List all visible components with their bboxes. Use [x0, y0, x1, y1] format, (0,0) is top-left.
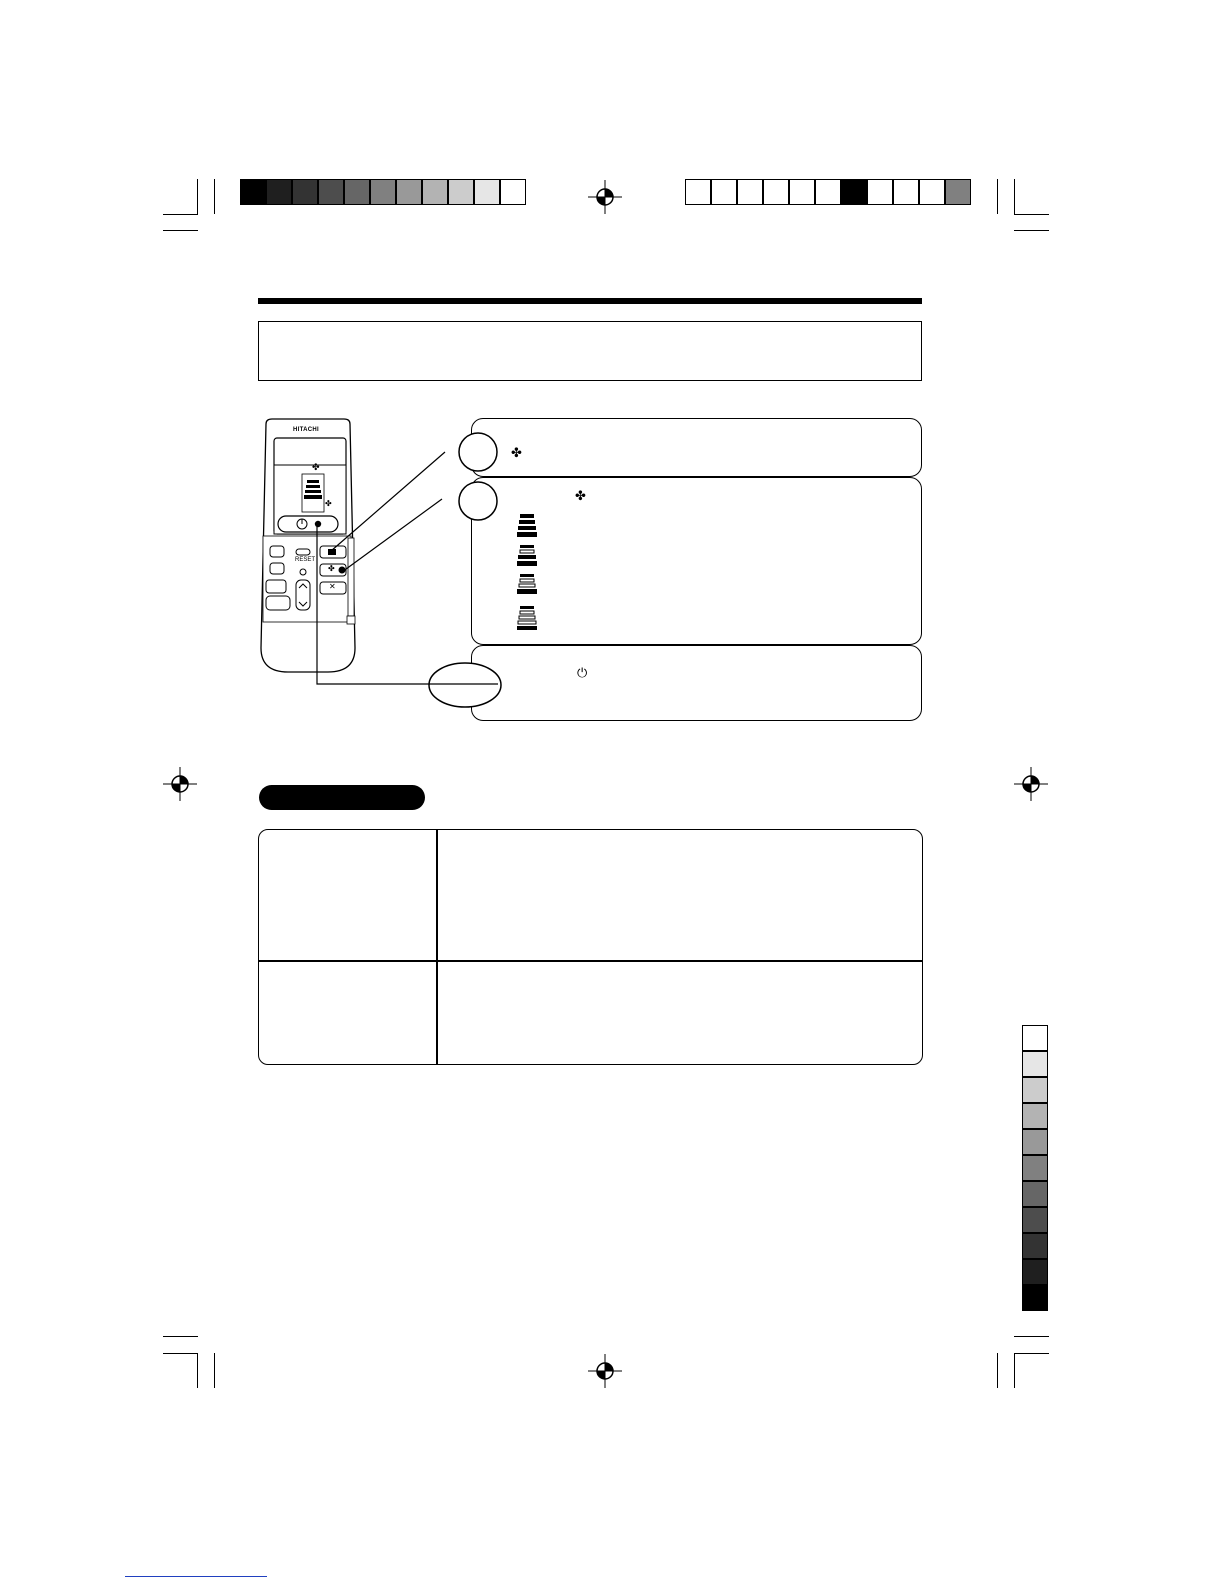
remote-brand-logo: HITACHI	[293, 427, 319, 433]
page-title-rule	[258, 298, 922, 304]
table-row	[259, 961, 922, 1064]
color-swatch	[737, 179, 763, 205]
gray-swatch	[1022, 1207, 1048, 1233]
color-swatch	[789, 179, 815, 205]
gray-swatch	[266, 179, 292, 205]
gray-swatch	[474, 179, 500, 205]
gray-swatch	[1022, 1259, 1048, 1285]
callout-panel-3	[471, 645, 922, 721]
crop-mark	[197, 1353, 198, 1388]
crop-mark	[1014, 1336, 1049, 1337]
calibration-strip-side	[1022, 1025, 1048, 1311]
gray-swatch	[396, 179, 422, 205]
crop-mark	[163, 230, 198, 231]
color-swatch	[919, 179, 945, 205]
crop-mark	[163, 1353, 198, 1354]
section-title-box	[258, 321, 922, 381]
color-swatch	[685, 179, 711, 205]
color-swatch	[945, 179, 971, 205]
gray-swatch	[1022, 1077, 1048, 1103]
gray-swatch	[1022, 1103, 1048, 1129]
crop-mark	[214, 179, 215, 214]
fan-speed-med-icon	[517, 574, 537, 594]
registration-mark-right	[1014, 767, 1048, 801]
crop-mark	[1014, 1353, 1015, 1388]
fan-icon: ✤	[511, 446, 522, 461]
calibration-bar-right	[685, 179, 975, 205]
gray-swatch	[1022, 1285, 1048, 1311]
section-label-pill	[259, 785, 425, 810]
crop-mark	[1014, 214, 1049, 215]
gray-swatch	[500, 179, 526, 205]
fan-speed-high-icon	[517, 545, 537, 566]
crop-mark	[1014, 1353, 1049, 1354]
power-icon: ⏻	[577, 666, 588, 681]
color-swatch	[815, 179, 841, 205]
gray-swatch	[1022, 1051, 1048, 1077]
registration-mark-top	[588, 180, 622, 214]
color-swatch	[841, 179, 867, 205]
gray-swatch	[370, 179, 396, 205]
fan-icon: ✤	[325, 499, 332, 508]
crop-mark	[197, 179, 198, 214]
calibration-bar-left	[240, 179, 530, 205]
fan-speed-icons	[515, 512, 539, 632]
fan-speed-low-icon	[517, 606, 537, 630]
registration-mark-left	[163, 767, 197, 801]
gray-swatch	[1022, 1181, 1048, 1207]
gray-swatch	[1022, 1155, 1048, 1181]
remote-reset-label: RESET	[295, 557, 316, 563]
crop-mark	[1014, 179, 1015, 214]
table-row	[259, 830, 922, 960]
gray-swatch	[422, 179, 448, 205]
fan-speed-auto-icon	[517, 514, 537, 537]
color-swatch	[867, 179, 893, 205]
crop-mark	[163, 214, 198, 215]
callout-panel-1	[471, 418, 922, 477]
leader-lines	[300, 440, 500, 690]
info-table	[258, 829, 923, 1065]
crop-mark	[214, 1353, 215, 1388]
color-swatch	[711, 179, 737, 205]
fan-icon: ✤	[312, 463, 320, 473]
cross-icon: ✕	[329, 582, 336, 591]
footer-link-underline[interactable]	[125, 1576, 267, 1577]
gray-swatch	[318, 179, 344, 205]
registration-mark-bottom	[588, 1354, 622, 1388]
gray-swatch	[240, 179, 266, 205]
crop-mark	[1014, 230, 1049, 231]
crop-mark	[163, 1336, 198, 1337]
fan-icon: ✤	[328, 564, 335, 573]
gray-swatch	[344, 179, 370, 205]
gray-swatch	[1022, 1233, 1048, 1259]
fan-icon: ✤	[575, 489, 586, 504]
gray-swatch	[448, 179, 474, 205]
color-swatch	[763, 179, 789, 205]
crop-mark	[997, 179, 998, 214]
color-swatch	[893, 179, 919, 205]
crop-mark	[997, 1353, 998, 1388]
gray-swatch	[1022, 1129, 1048, 1155]
gray-swatch	[1022, 1025, 1048, 1051]
gray-swatch	[292, 179, 318, 205]
